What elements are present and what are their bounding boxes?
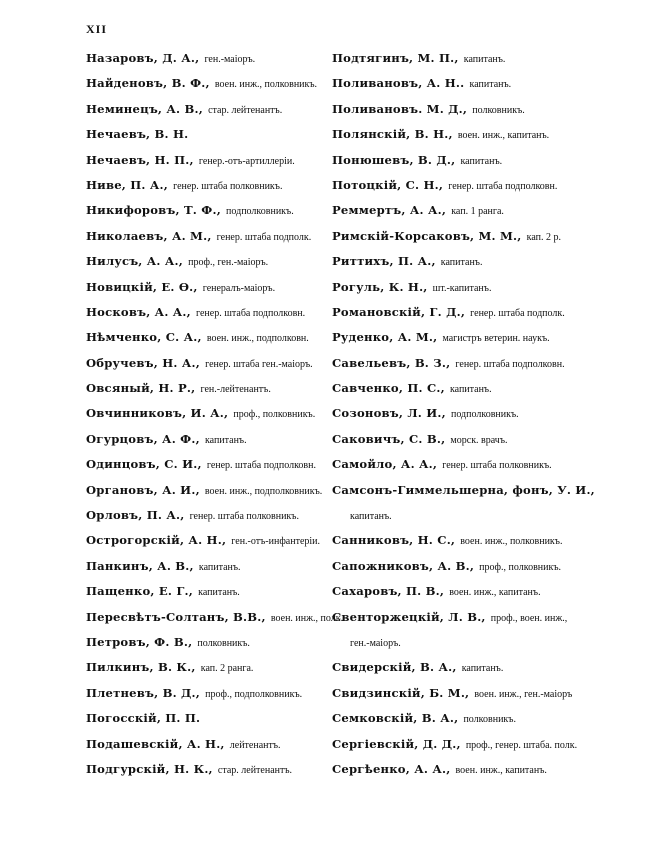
entry-name: Петровъ, Ф. В., — [86, 634, 193, 649]
entry-name: Сапожниковъ, А. В., — [332, 558, 475, 573]
list-entry-continuation — [332, 628, 592, 653]
entry-rank: полковникъ. — [463, 714, 516, 726]
entry-name: Пащенко, Е. Г., — [86, 584, 194, 599]
entry-name: Савельевъ, В. З., — [332, 355, 451, 370]
entry-name: Самойло, А. А., — [332, 457, 438, 472]
entry-rank: воен. инж., полк. — [270, 612, 344, 624]
list-entry — [332, 552, 592, 577]
entry-rank: полковникъ. — [472, 104, 525, 116]
list-entry — [86, 526, 336, 551]
list-entry — [86, 755, 336, 780]
entry-name: Никифоровъ, Т. Ф., — [86, 203, 221, 218]
list-entry — [332, 298, 592, 323]
entry-name: Одинцовъ, С. И., — [86, 457, 202, 472]
entry-name: Подтягинъ, М. П., — [332, 51, 459, 65]
entry-name: Подашевскiй, А. Н., — [86, 736, 225, 751]
entry-rank: капитанъ. — [461, 663, 504, 675]
entry-name: Саковичъ, С. В., — [332, 431, 446, 446]
list-entry — [86, 273, 336, 298]
entry-name: Овчинниковъ, И. А., — [86, 406, 229, 421]
left-column — [86, 44, 344, 780]
entry-name: Самсонъ-Гиммельшерна, фонъ, У. И., — [332, 482, 595, 497]
entry-name: Полянскiй, В. Н., — [332, 127, 453, 142]
entry-rank: подполковникъ. — [226, 206, 294, 218]
entry-rank: капитанъ. — [469, 79, 512, 91]
entry-rank: генералъ-маiоръ. — [202, 282, 276, 294]
list-entry — [332, 603, 592, 628]
list-entry — [86, 323, 336, 348]
entry-name: Пилкинъ, В. К., — [86, 660, 196, 675]
entry-name: Понюшевъ, В. Д., — [332, 152, 456, 167]
entry-rank: генер. штаба подполковн. — [455, 358, 565, 370]
list-entry — [86, 679, 336, 704]
entry-name: Ниве, П. А., — [86, 177, 168, 192]
list-entry — [332, 273, 592, 298]
entry-rank: проф., воен. инж., — [490, 612, 568, 624]
list-entry — [332, 425, 592, 450]
entry-name: Неминецъ, А. В., — [86, 101, 203, 116]
list-entry — [86, 450, 336, 475]
entry-rank: воен. инж., полковникъ. — [460, 536, 563, 548]
entry-rank: подполковникъ. — [450, 409, 519, 421]
list-entry — [332, 526, 592, 551]
entry-name: Николаевъ, А. М., — [86, 228, 212, 243]
entry-name: Нечаевъ, Н. П., — [86, 152, 194, 167]
list-entry — [86, 628, 336, 653]
list-entry — [332, 323, 592, 348]
entry-name: Романовскiй, Г. Д., — [332, 304, 466, 319]
entry-rank: генер. штаба подполковн. — [206, 460, 316, 472]
entry-name: Савченко, П. С., — [332, 381, 445, 396]
list-entry — [86, 577, 336, 602]
list-entry — [86, 95, 336, 120]
entry-rank: капитанъ. — [204, 434, 247, 446]
entry-name: Панкинъ, А. В., — [86, 558, 194, 573]
entry-rank: ген.-отъ-инфантерiи. — [231, 536, 321, 548]
entry-rank: воен. инж., подполковн. — [206, 333, 309, 345]
entry-name: Пересвѣтъ-Солтанъ, В.В., — [86, 609, 266, 624]
list-entry — [332, 450, 592, 475]
list-entry — [86, 552, 336, 577]
list-entry — [332, 120, 592, 145]
entry-rank: полковникъ. — [197, 637, 250, 649]
entry-name: Созоновъ, Л. И., — [332, 406, 446, 421]
entry-name: Овсяный, Н. Р., — [86, 381, 196, 396]
list-entry — [86, 69, 336, 94]
entry-name: Реммертъ, А. А., — [332, 203, 447, 218]
list-entry — [332, 69, 592, 94]
entry-rank: капитанъ. — [198, 561, 241, 573]
list-entry — [86, 171, 336, 196]
entry-name: Плетневъ, В. Д., — [86, 685, 201, 700]
list-entry — [86, 222, 336, 247]
right-column — [332, 44, 595, 780]
page-number: XII — [86, 22, 108, 36]
list-entry — [86, 399, 336, 424]
entry-rank: генер. штаба полковникъ. — [189, 511, 299, 523]
entry-rank: воен. инж., капитанъ. — [457, 130, 550, 142]
entry-name: Свидерскiй, В. А., — [332, 660, 457, 675]
list-entry — [86, 196, 336, 221]
list-entry — [332, 399, 592, 424]
entry-rank: капитанъ. — [449, 384, 492, 396]
entry-name: Острогорскiй, А. Н., — [86, 533, 227, 548]
entry-rank: проф., ген.-маiоръ. — [188, 257, 269, 269]
entry-rank: стар. лейтенантъ. — [208, 104, 283, 116]
entry-name: Назаровъ, Д. А., — [86, 51, 200, 65]
entry-name: Риттихъ, П. А., — [332, 254, 436, 269]
list-entry — [332, 679, 592, 704]
entry-rank: капитанъ. — [198, 587, 240, 599]
entry-rank: ген.-маiоръ. — [204, 54, 256, 65]
entry-rank: генер. штаба подполковн. — [448, 180, 558, 192]
entry-rank: проф., полковникъ. — [233, 409, 316, 421]
entry-name: Потоцкiй, С. Н., — [332, 177, 444, 192]
entry-name: Нилусъ, А. А., — [86, 254, 184, 269]
entry-name: Нѣмченко, С. А., — [86, 330, 202, 345]
entry-rank: кап. 2 р. — [526, 231, 562, 243]
entry-rank: капитанъ. — [460, 155, 503, 167]
list-entry — [86, 730, 336, 755]
entry-name: Обручевъ, Н. А., — [86, 355, 200, 370]
list-entry — [86, 603, 344, 628]
entry-name: Санниковъ, Н. С., — [332, 533, 456, 548]
entry-rank: лейтенантъ. — [229, 739, 281, 751]
list-entry — [86, 44, 336, 69]
entry-rank: кап. 2 ранга. — [200, 663, 254, 675]
entry-name: Свидзинскiй, Б. М., — [332, 685, 470, 700]
list-entry — [332, 374, 592, 399]
list-entry — [332, 349, 592, 374]
entry-rank: капитанъ. — [440, 257, 483, 269]
entry-name: Поливановъ, А. Н.. — [332, 76, 465, 91]
list-entry — [332, 146, 592, 171]
list-entry — [86, 349, 336, 374]
entry-name: Рогуль, К. Н., — [332, 279, 428, 294]
entry-name: Орловъ, П. А., — [86, 508, 185, 523]
entry-rank: ген.-лейтенантъ. — [200, 384, 271, 396]
list-entry — [86, 425, 336, 450]
list-entry — [86, 501, 336, 526]
list-entry — [332, 171, 592, 196]
list-entry — [332, 476, 595, 501]
entry-name: Найденовъ, В. Ф., — [86, 76, 210, 91]
entry-name: Сергѣенко, А. А., — [332, 761, 451, 776]
entry-name: Римскiй-Корсаковъ, М. М., — [332, 228, 522, 243]
list-entry — [332, 222, 592, 247]
entry-rank: кап. 1 ранга. — [451, 206, 504, 218]
list-entry — [332, 730, 592, 755]
entry-rank: морск. врачъ. — [450, 434, 508, 446]
list-entry — [86, 653, 336, 678]
list-entry — [332, 577, 592, 602]
entry-name: Новицкiй, Е. Ѳ., — [86, 279, 198, 294]
entry-rank: капитанъ. — [463, 54, 506, 65]
entry-name: Органовъ, А. И., — [86, 482, 200, 497]
entry-rank: проф., генер. штаба. полк. — [465, 739, 578, 751]
entry-name: Семковскiй, В. А., — [332, 711, 459, 726]
entry-name: Поливановъ. М. Д., — [332, 101, 468, 116]
list-entry — [86, 476, 336, 501]
entry-name: Сахаровъ, П. В., — [332, 584, 445, 599]
entry-rank: генер.-отъ-артиллерiи. — [198, 155, 295, 167]
list-entry — [332, 653, 592, 678]
list-entry — [332, 704, 592, 729]
entry-name: Погосскiй, П. П. — [86, 711, 201, 726]
entry-rank: генер. штаба ген.-маiоръ. — [205, 358, 313, 370]
list-entry — [332, 95, 592, 120]
entry-name: Сергiевскiй, Д. Д., — [332, 736, 461, 751]
entry-rank: воен. инж., полковникъ. — [214, 79, 318, 91]
list-entry — [332, 44, 592, 69]
entry-rank: генер. штаба подполк. — [470, 307, 565, 319]
list-entry — [332, 196, 592, 221]
list-entry — [86, 146, 336, 171]
entry-rank: шт.-капитанъ. — [432, 282, 492, 294]
entry-rank: воен. инж., капитанъ. — [449, 587, 541, 599]
list-entry — [86, 704, 336, 729]
list-entry — [332, 247, 592, 272]
list-entry — [86, 247, 336, 272]
entry-rank: воен. инж., ген.-маiоръ — [474, 688, 573, 700]
entry-rank: магистръ ветерин. наукъ. — [442, 333, 550, 345]
entry-rank: генер. штаба подполк. — [216, 231, 312, 243]
entry-name: Носковъ, А. А., — [86, 304, 191, 319]
entry-rank: генер. штаба полковникъ. — [173, 180, 283, 192]
entry-rank: воен. инж., капитанъ. — [455, 764, 547, 776]
entry-rank: проф., подполковникъ. — [205, 688, 303, 700]
entry-rank: воен. инж., подполковникъ. — [204, 485, 323, 497]
list-entry — [86, 374, 336, 399]
entry-name: Подгурскiй, Н. К., — [86, 761, 213, 776]
entry-rank: проф., полковникъ. — [479, 561, 562, 573]
entry-name: Нечаевъ, В. Н. — [86, 127, 189, 142]
entry-rank: ген.-маiоръ. — [350, 637, 401, 649]
entry-rank: генер. штаба подполковн. — [196, 307, 306, 319]
entry-name: Огурцовъ, А. Ф., — [86, 431, 200, 446]
entry-name: Руденко, А. М., — [332, 330, 438, 345]
entry-name: Свенторжецкiй, Л. В., — [332, 609, 486, 624]
list-entry-continuation — [332, 501, 592, 526]
list-entry — [86, 298, 336, 323]
list-entry — [86, 120, 336, 145]
list-entry — [332, 755, 592, 780]
entry-rank: капитанъ. — [350, 511, 392, 523]
entry-rank: генер. штаба полковникъ. — [442, 460, 552, 472]
entry-rank: стар. лейтенантъ. — [217, 764, 293, 776]
